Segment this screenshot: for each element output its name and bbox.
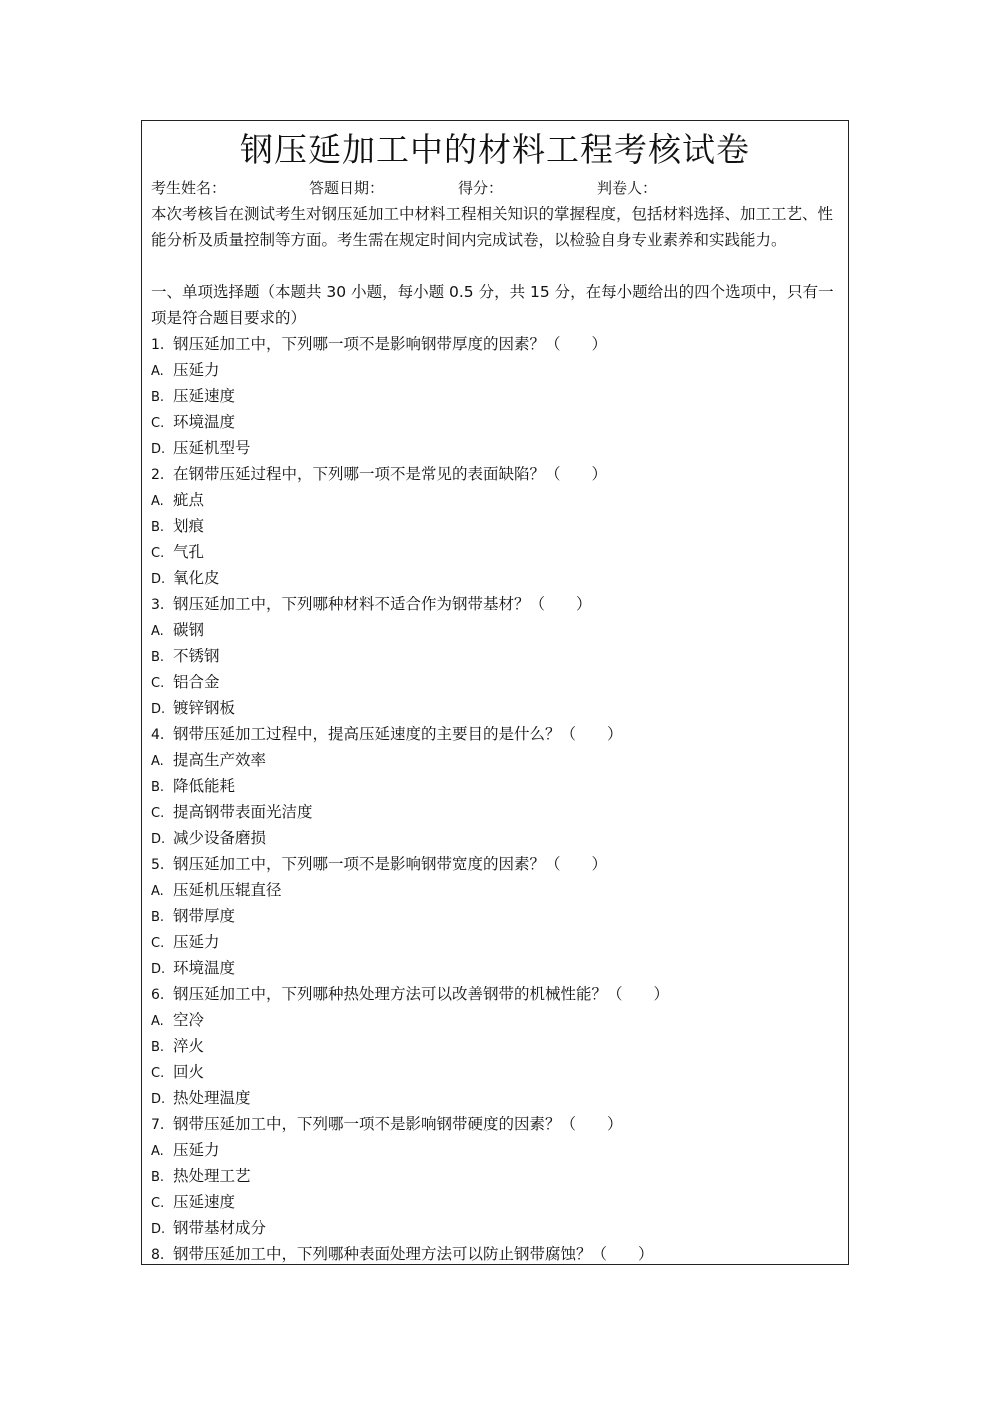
exam-intro: 本次考核旨在测试考生对钢压延加工中材料工程相关知识的掌握程度，包括材料选择、加工工艺、性能分析及质量控制等方面。考生需在规定时间内完成试卷，以检验自身专业素养和实践能力。 (151, 205, 834, 249)
question-stem (151, 981, 841, 1007)
answer-option (151, 1163, 841, 1189)
option-letter: D. (151, 1092, 166, 1107)
option-text: 疵点 (173, 491, 205, 509)
grader-label: 判卷人： (597, 179, 658, 197)
answer-option (151, 1059, 841, 1085)
question-text: 钢带压延加工中，下列哪一项不是影响钢带硬度的因素？（ ） (173, 1115, 623, 1133)
option-text: 划痕 (173, 517, 205, 535)
option-letter: D. (151, 962, 166, 977)
question-stem (151, 461, 841, 487)
question-text: 钢带压延加工过程中，提高压延速度的主要目的是什么？（ ） (173, 725, 623, 743)
option-letter: A. (151, 1014, 164, 1029)
option-letter: A. (151, 364, 164, 379)
question-stem (151, 851, 841, 877)
answer-option (151, 929, 841, 955)
option-text: 回火 (173, 1063, 205, 1081)
option-text: 压延速度 (173, 1193, 236, 1211)
answer-option (151, 1007, 841, 1033)
option-letter: C. (151, 676, 165, 691)
question-stem (151, 331, 841, 357)
question-text: 在钢带压延过程中，下列哪一项不是常见的表面缺陷？（ ） (173, 465, 608, 483)
answer-option (151, 565, 841, 591)
answer-option (151, 1137, 841, 1163)
option-text: 镀锌钢板 (173, 699, 236, 717)
page-title: 钢压延加工中的材料工程考核试卷 (240, 130, 750, 169)
answer-option (151, 773, 841, 799)
candidate-info-row (151, 175, 841, 201)
answer-option (151, 1215, 841, 1241)
answer-option (151, 903, 841, 929)
option-text: 钢带基材成分 (173, 1219, 267, 1237)
option-letter: A. (151, 494, 164, 509)
answer-option (151, 669, 841, 695)
option-text: 空冷 (173, 1011, 205, 1029)
question-list (151, 331, 841, 1265)
option-letter: A. (151, 754, 164, 769)
exam-paper (141, 120, 849, 1265)
question-number: 7. (151, 1117, 165, 1133)
option-letter: C. (151, 546, 165, 561)
answer-option (151, 877, 841, 903)
question-text: 钢带压延加工中，下列哪种表面处理方法可以防止钢带腐蚀？（ ） (173, 1245, 654, 1263)
answer-option (151, 695, 841, 721)
answer-option (151, 513, 841, 539)
question-number: 4. (151, 727, 165, 743)
answer-option (151, 435, 841, 461)
option-text: 气孔 (173, 543, 205, 561)
question-text: 钢压延加工中，下列哪种热处理方法可以改善钢带的机械性能？（ ） (173, 985, 670, 1003)
option-text: 压延机压辊直径 (173, 881, 282, 899)
option-letter: C. (151, 1196, 165, 1211)
answer-option (151, 747, 841, 773)
option-letter: D. (151, 832, 166, 847)
option-text: 环境温度 (173, 959, 236, 977)
option-text: 压延力 (173, 1141, 220, 1159)
option-letter: B. (151, 910, 165, 925)
option-text: 钢带厚度 (173, 907, 236, 925)
option-text: 压延力 (173, 933, 220, 951)
answer-option (151, 1189, 841, 1215)
option-text: 降低能耗 (173, 777, 236, 795)
option-text: 氧化皮 (173, 569, 220, 587)
option-text: 提高钢带表面光洁度 (173, 803, 313, 821)
option-letter: B. (151, 1170, 165, 1185)
question-number: 3. (151, 597, 165, 613)
question-stem (151, 1241, 841, 1265)
option-letter: B. (151, 1040, 165, 1055)
question-stem (151, 1111, 841, 1137)
candidate-name-label: 考生姓名： (151, 179, 227, 197)
answer-date-label: 答题日期： (309, 179, 385, 197)
option-letter: A. (151, 884, 164, 899)
option-letter: B. (151, 780, 165, 795)
option-letter: C. (151, 936, 165, 951)
option-text: 不锈钢 (173, 647, 220, 665)
option-text: 淬火 (173, 1037, 205, 1055)
answer-option (151, 643, 841, 669)
option-letter: A. (151, 1144, 164, 1159)
section-heading: 一、单项选择题（本题共 30 小题，每小题 0.5 分，共 15 分，在每小题给出的四个选项中，只有一项是符合题目要求的） (151, 283, 834, 327)
question-text: 钢压延加工中，下列哪种材料不适合作为钢带基材？（ ） (173, 595, 592, 613)
option-text: 热处理温度 (173, 1089, 251, 1107)
option-letter: C. (151, 1066, 165, 1081)
question-text: 钢压延加工中，下列哪一项不是影响钢带厚度的因素？（ ） (173, 335, 608, 353)
option-text: 压延机型号 (173, 439, 251, 457)
answer-option (151, 799, 841, 825)
answer-option (151, 357, 841, 383)
option-text: 提高生产效率 (173, 751, 267, 769)
option-text: 铝合金 (173, 673, 220, 691)
answer-option (151, 539, 841, 565)
question-number: 8. (151, 1247, 165, 1263)
answer-option (151, 617, 841, 643)
answer-option (151, 487, 841, 513)
score-label: 得分： (458, 179, 504, 197)
question-text: 钢压延加工中，下列哪一项不是影响钢带宽度的因素？（ ） (173, 855, 608, 873)
option-letter: A. (151, 624, 164, 639)
answer-option (151, 383, 841, 409)
option-letter: D. (151, 1222, 166, 1237)
answer-option (151, 1033, 841, 1059)
option-letter: B. (151, 390, 165, 405)
answer-option (151, 825, 841, 851)
option-letter: C. (151, 416, 165, 431)
answer-option (151, 409, 841, 435)
answer-option (151, 955, 841, 981)
option-letter: D. (151, 702, 166, 717)
option-text: 碳钢 (173, 621, 205, 639)
option-letter: B. (151, 520, 165, 535)
question-number: 5. (151, 857, 165, 873)
answer-option (151, 1085, 841, 1111)
option-letter: D. (151, 442, 166, 457)
question-stem (151, 721, 841, 747)
option-text: 减少设备磨损 (173, 829, 267, 847)
option-text: 环境温度 (173, 413, 236, 431)
option-letter: D. (151, 572, 166, 587)
option-text: 压延速度 (173, 387, 236, 405)
question-number: 1. (151, 337, 165, 353)
option-text: 热处理工艺 (173, 1167, 251, 1185)
question-number: 2. (151, 467, 165, 483)
option-text: 压延力 (173, 361, 220, 379)
option-letter: C. (151, 806, 165, 821)
question-number: 6. (151, 987, 165, 1003)
option-letter: B. (151, 650, 165, 665)
question-stem (151, 591, 841, 617)
